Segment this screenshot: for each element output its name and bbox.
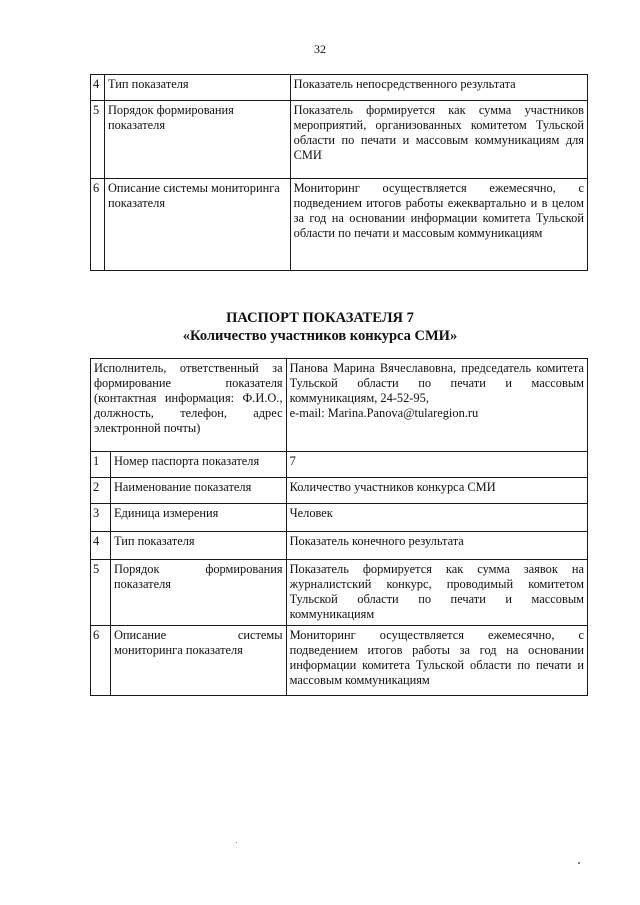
row-number: 5 xyxy=(91,560,111,626)
row-value: Показатель формируется как сумма участников мероприятий, организованных комитетом Тульской области по печати и массовым коммуникациям для СМИ xyxy=(290,101,587,179)
row-value: Показатель конечного результата xyxy=(286,532,587,560)
row-number: 6 xyxy=(91,179,105,271)
table-row xyxy=(91,75,588,101)
row-name: Описание системы мониторинга показателя xyxy=(104,179,290,271)
executor-value: Панова Марина Вячеславовна, председатель комитета Тульской области по печати и массовым коммуникациям, 24-52-95, xyxy=(289,361,584,405)
table-row xyxy=(91,560,588,626)
indicator-table-continued xyxy=(90,74,588,271)
row-number: 3 xyxy=(91,504,111,532)
scan-speck xyxy=(236,842,237,843)
executor-email: e-mail: Marina.Panova@tularegion.ru xyxy=(289,406,479,420)
executor-value-cell xyxy=(286,359,587,452)
row-name: Порядок формирования показателя xyxy=(104,101,290,179)
row-name: Описание системы мониторинга показателя xyxy=(110,626,286,696)
row-number: 6 xyxy=(91,626,111,696)
row-number: 1 xyxy=(91,452,111,478)
row-name: Единица измерения xyxy=(110,504,286,532)
executor-label: Исполнитель, ответственный за формирование показателя (контактная информация: Ф.И.О., должность, телефон, адрес электронной почты) xyxy=(91,359,287,452)
table-row xyxy=(91,532,588,560)
table-row xyxy=(91,504,588,532)
table-row xyxy=(91,179,588,271)
row-number: 2 xyxy=(91,478,111,504)
table-row xyxy=(91,452,588,478)
row-name: Номер паспорта показателя xyxy=(110,452,286,478)
row-name: Наименование показателя xyxy=(110,478,286,504)
row-name: Тип показателя xyxy=(104,75,290,101)
row-name: Порядок формирования показателя xyxy=(110,560,286,626)
table-row xyxy=(91,626,588,696)
scan-speck xyxy=(578,862,580,864)
page-number: 32 xyxy=(314,42,326,56)
row-value: Показатель непосредственного результата xyxy=(290,75,587,101)
row-name: Тип показателя xyxy=(110,532,286,560)
passport-subtitle: «Количество участников конкурса СМИ» xyxy=(182,328,458,344)
row-value: Показатель формируется как сумма заявок на журналистский конкурс, проводимый комитетом Тульской области по печати и массовым коммуникациям xyxy=(286,560,587,626)
row-value: Мониторинг осуществляется ежемесячно, с подведением итогов работы ежеквартально и в целом за год на основании информации комитета Тульской области по печати и массовым коммуникациям xyxy=(290,179,587,271)
row-value: 7 xyxy=(286,452,587,478)
row-value: Человек xyxy=(286,504,587,532)
passport-title: ПАСПОРТ ПОКАЗАТЕЛЯ 7 xyxy=(226,310,414,326)
table-row xyxy=(91,478,588,504)
row-value: Количество участников конкурса СМИ xyxy=(286,478,587,504)
executor-row xyxy=(91,359,588,452)
row-value: Мониторинг осуществляется ежемесячно, с подведением итогов работы за год на основании информации комитета Тульской области по печати и массовым коммуникациям xyxy=(286,626,587,696)
row-number: 4 xyxy=(91,75,105,101)
passport-table xyxy=(90,358,588,696)
row-number: 5 xyxy=(91,101,105,179)
row-number: 4 xyxy=(91,532,111,560)
table-row xyxy=(91,101,588,179)
